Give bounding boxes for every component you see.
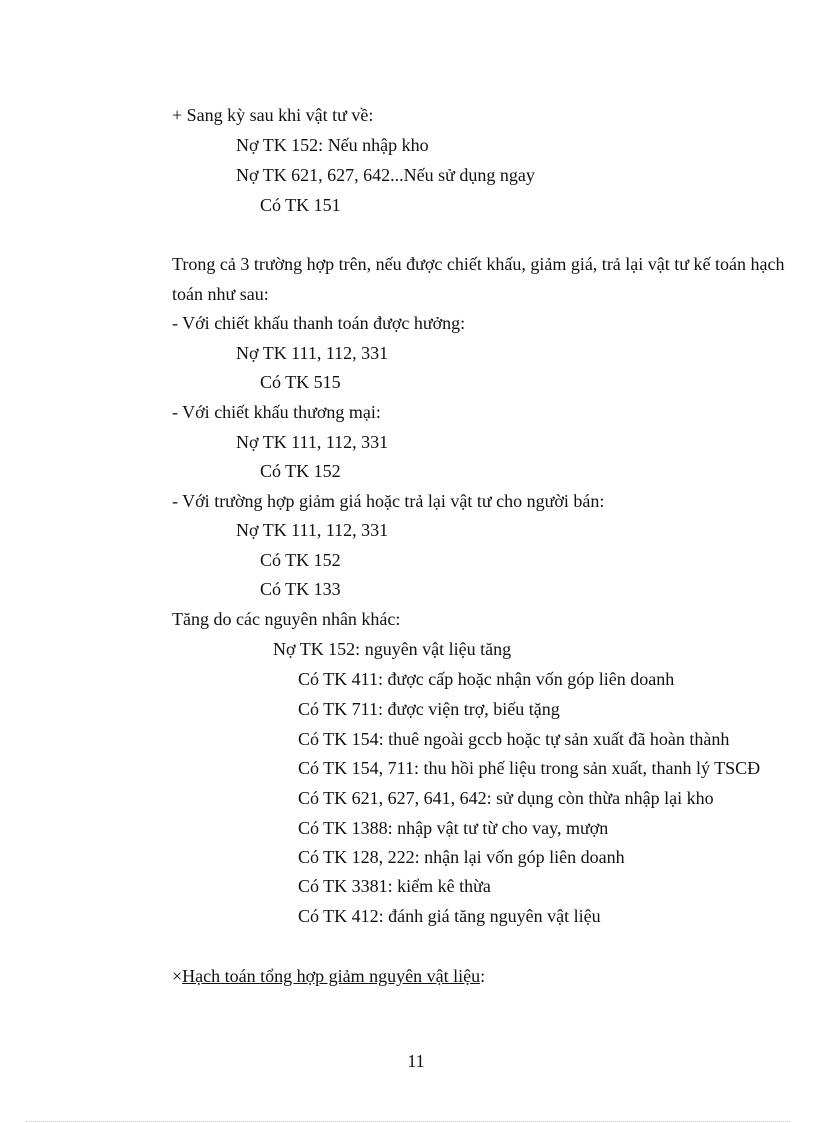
paragraph-line: toán như sau: bbox=[172, 284, 269, 304]
text-line: Nợ TK 152: nguyên vật liệu tăng bbox=[273, 639, 512, 659]
text-line: Có TK 128, 222: nhận lại vốn góp liên doanh bbox=[298, 847, 625, 867]
text-line: Có TK 152 bbox=[260, 461, 341, 481]
section-heading bbox=[172, 965, 485, 987]
text-line: Có TK 152 bbox=[260, 550, 341, 570]
text-line: Nợ TK 152: Nếu nhập kho bbox=[236, 135, 429, 155]
text-line: Nợ TK 621, 627, 642...Nếu sử dụng ngay bbox=[236, 165, 535, 185]
text-line: Tăng do các nguyên nhân khác: bbox=[172, 609, 401, 629]
text-line: Có TK 154, 711: thu hồi phế liệu trong sản xuất, thanh lý TSCĐ bbox=[298, 758, 761, 778]
text-line: Có TK 711: được viện trợ, biếu tặng bbox=[298, 699, 560, 719]
text-line: Nợ TK 111, 112, 331 bbox=[236, 520, 389, 540]
text-line: Nợ TK 111, 112, 331 bbox=[236, 343, 389, 363]
text-line: Có TK 154: thuê ngoài gccb hoặc tự sản xuất đã hoàn thành bbox=[298, 729, 730, 749]
text-line: - Với chiết khấu thương mại: bbox=[172, 402, 381, 422]
text-line: - Với chiết khấu thanh toán được hưởng: bbox=[172, 313, 466, 333]
text-line: + Sang kỳ sau khi vật tư về: bbox=[172, 105, 374, 125]
text-line: Có TK 412: đánh giá tăng nguyên vật liệu bbox=[298, 906, 601, 926]
section-heading-text: Hạch toán tổng hợp giảm nguyên vật liệu bbox=[182, 966, 481, 986]
paragraph-line: Trong cả 3 trường hợp trên, nếu được chiết khấu, giảm giá, trả lại vật tư kế toán hạch bbox=[172, 254, 785, 274]
text-line: Có TK 3381: kiểm kê thừa bbox=[298, 876, 491, 896]
text-line: - Với trường hợp giảm giá hoặc trả lại vật tư cho người bán: bbox=[172, 491, 605, 511]
text-line: Có TK 133 bbox=[260, 579, 341, 599]
page-bottom-divider bbox=[26, 1121, 790, 1122]
text-line: Có TK 621, 627, 641, 642: sử dụng còn thừa nhập lại kho bbox=[298, 788, 714, 808]
text-line: Có TK 411: được cấp hoặc nhận vốn góp liên doanh bbox=[298, 669, 675, 689]
text-line: Có TK 515 bbox=[260, 372, 341, 392]
section-heading-colon: : bbox=[480, 966, 486, 986]
cross-marker-icon: × bbox=[172, 966, 183, 986]
page-number: 11 bbox=[407, 1051, 425, 1071]
text-line: Có TK 151 bbox=[260, 195, 341, 215]
text-line: Có TK 1388: nhập vật tư từ cho vay, mượn bbox=[298, 818, 609, 838]
text-line: Nợ TK 111, 112, 331 bbox=[236, 432, 389, 452]
